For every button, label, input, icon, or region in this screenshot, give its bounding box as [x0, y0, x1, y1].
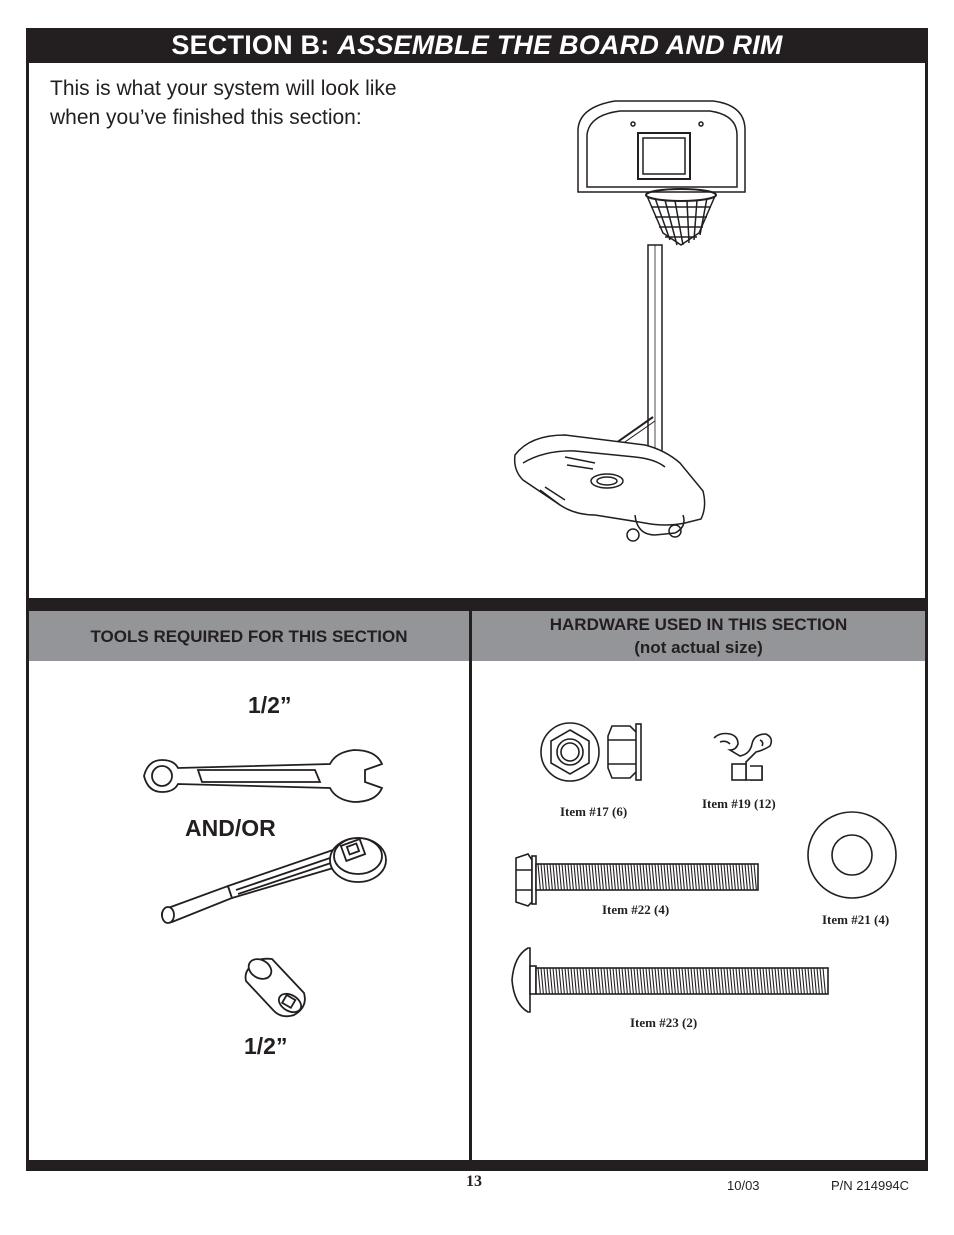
- hex-bolt-icon: [514, 852, 762, 908]
- intro-line-1: This is what your system will look like: [50, 77, 397, 100]
- carriage-bolt-icon: [510, 946, 832, 1016]
- socket-icon: [242, 955, 314, 1019]
- item-17-label: Item #17 (6): [560, 804, 628, 819]
- item-22-label: Item #22 (4): [602, 902, 670, 917]
- basketball-system-illustration: [505, 95, 755, 555]
- hardware-heading: [472, 611, 925, 661]
- socket-size-label: 1/2”: [244, 1033, 288, 1059]
- item-19-label: Item #19 (12): [702, 796, 776, 811]
- item-21-label: Item #21 (4): [822, 912, 890, 927]
- spring-clip-icon: [710, 730, 776, 785]
- tools-heading-text: TOOLS REQUIRED FOR THIS SECTION: [90, 626, 408, 646]
- section-title: [26, 28, 928, 63]
- tools-heading: [29, 611, 469, 661]
- flange-nut-icon: [540, 720, 645, 785]
- page-number: 13: [466, 1173, 482, 1190]
- revision-date: 10/03: [727, 1178, 760, 1193]
- combination-wrench-icon: [140, 748, 385, 804]
- bottom-rule: [26, 1160, 928, 1171]
- hardware-heading-line-2: (not actual size): [634, 638, 763, 657]
- section-title-prefix: SECTION B:: [171, 30, 330, 60]
- intro-text: [50, 74, 470, 132]
- column-divider: [469, 611, 472, 1163]
- socket-ratchet-icon: [158, 828, 410, 932]
- section-divider: [26, 598, 928, 611]
- washer-icon: [806, 810, 900, 902]
- intro-line-2: when you’ve finished this section:: [50, 106, 362, 129]
- item-23-label: Item #23 (2): [630, 1015, 698, 1030]
- part-number: P/N 214994C: [831, 1178, 910, 1193]
- section-title-main: ASSEMBLE THE BOARD AND RIM: [337, 30, 783, 60]
- hardware-heading-line-1: HARDWARE USED IN THIS SECTION: [549, 615, 848, 634]
- wrench-size-label: 1/2”: [248, 692, 292, 718]
- andor-label: AND/OR: [185, 815, 276, 841]
